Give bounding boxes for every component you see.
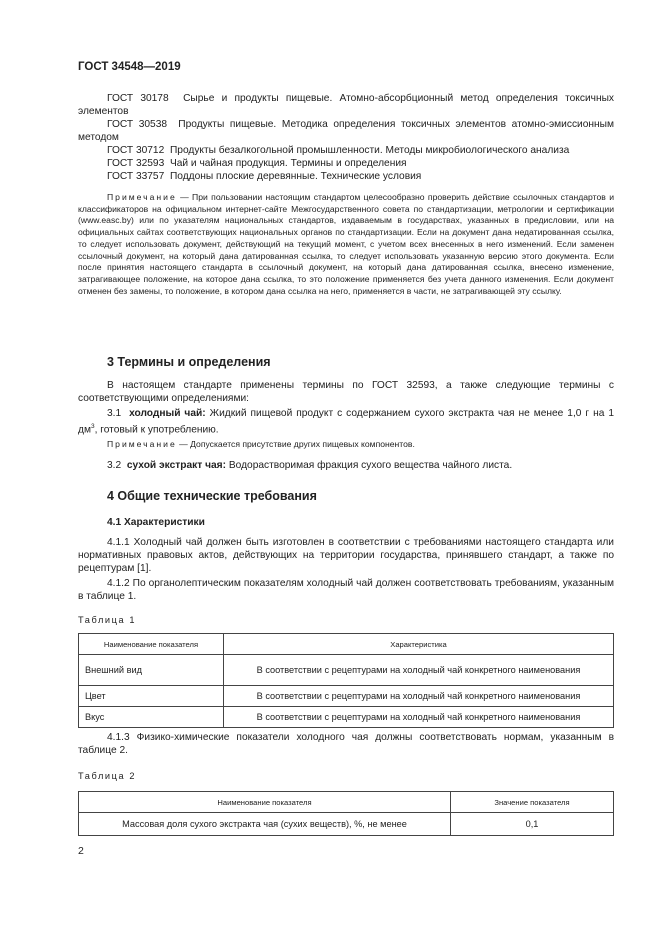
section-title: 3 Термины и определения: [107, 355, 271, 369]
ref-text: Поддоны плоские деревянные. Технические условия: [169, 171, 422, 182]
ref-text: Продукты безалкогольной промышленности. Методы микробиологического анализа: [169, 145, 570, 156]
term-text: Водорастворимая фракция сухого вещества чайного листа.: [228, 460, 513, 471]
paragraph: 4.1.2 По органолептическим показателям холодный чай должен соответствовать требованиям, указанным в таблице 1.: [78, 578, 614, 602]
ref-code: ГОСТ 30178: [107, 93, 169, 104]
note-text: — При пользовании настоящим стандартом целесообразно проверить действие ссылочных стандартов и классификаторов на официальном интернет-сайте Межгосударственного совета по стандартизации, метрологии и сертификации (www.easc.by) или по указателям национальных стандартов, издаваемым в государствах, указанных в предисловии, или на официальных сайтах соответствующих национальных органов по стандартизации. Если на документ дана недатированная ссылка, то следует использовать документ, действующий на текущий момент, с учетом всех внесенных в него изменений. Если заменен ссылочный документ, на который дана датированная ссылка, то следует использовать указанную версию этого документа. Если после принятия настоящего стандарта в ссылочный документ, на который дана датированная ссылка, внесено изменение, затрагивающее положение, на которое дана ссылка, то это положение применяется без учета данного изменения. Если документ отменен без замены, то положение, в котором дана ссылка на него, применяется в части, не затрагивающей эту ссылку.: [78, 192, 614, 296]
table-row: [79, 686, 614, 707]
note-label: Примечание: [107, 192, 177, 202]
table-caption: Таблица 1: [78, 615, 137, 625]
superscript: 3: [90, 423, 95, 430]
note-label: Примечание: [107, 439, 177, 449]
term-number: 3.1: [107, 408, 122, 419]
ref-code: ГОСТ 32593: [107, 158, 165, 169]
ref-item: [78, 144, 614, 157]
term-definition: [78, 407, 614, 436]
table-cell: Цвет: [79, 686, 224, 707]
column-header: Характеристика: [224, 634, 614, 655]
table-1: [78, 633, 614, 728]
table-header-row: [79, 792, 614, 813]
ref-text: Сырье и продукты пищевые. Атомно-абсорбционный метод определения токсичных элементов: [78, 93, 614, 117]
column-header: Значение показателя: [451, 792, 614, 813]
ref-text: Продукты пищевые. Методика определения токсичных элементов атомно-эмиссионным методом: [78, 119, 614, 143]
page-number: 2: [78, 845, 84, 857]
table-cell: 0,1: [451, 813, 614, 836]
table-cell: Массовая доля сухого экстракта чая (сухих веществ), %, не менее: [79, 813, 451, 836]
term-text: Жидкий пищевой продукт с содержанием сухого экстракта чая не менее 1,0 г на 1 дм: [78, 408, 614, 436]
table-2: [78, 791, 614, 836]
ref-item: [78, 92, 614, 118]
table-cell: В соответствии с рецептурами на холодный чай конкретного наименования: [224, 707, 614, 728]
table-row: [79, 707, 614, 728]
table-cell: В соответствии с рецептурами на холодный чай конкретного наименования: [224, 686, 614, 707]
ref-code: ГОСТ 30538: [107, 119, 168, 130]
ref-item: [78, 157, 614, 170]
document-header: ГОСТ 34548—2019: [78, 61, 181, 73]
section-intro: В настоящем стандарте применены термины по ГОСТ 32593, а также следующие термины с соответствующими определениями:: [78, 380, 614, 404]
column-header: Наименование показателя: [79, 634, 224, 655]
term-text: , готовый к употреблению.: [94, 424, 219, 436]
paragraph: 4.1.3 Физико-химические показатели холодного чая должны соответствовать нормам, указанным в таблице 2.: [78, 732, 614, 756]
ref-code: ГОСТ 30712: [107, 145, 165, 156]
note-paragraph: [78, 439, 614, 451]
note-paragraph: [78, 192, 614, 297]
term-definition: [78, 459, 614, 472]
table-row: [79, 655, 614, 686]
table-header-row: [79, 634, 614, 655]
table-row: [79, 813, 614, 836]
subsection-title: 4.1 Характеристики: [107, 517, 205, 528]
column-header: Наименование показателя: [79, 792, 451, 813]
ref-item: [78, 118, 614, 144]
table-cell: Внешний вид: [79, 655, 224, 686]
note-text: — Допускается присутствие других пищевых компонентов.: [179, 439, 415, 449]
term-number: 3.2: [107, 460, 122, 471]
table-caption: Таблица 2: [78, 771, 137, 781]
table-cell: Вкус: [79, 707, 224, 728]
paragraph: 4.1.1 Холодный чай должен быть изготовлен в соответствии с требованиями настоящего стандарта или нормативных правовых актов, действующих на территории государства, принявшего стандарт, а также по рецептурам [1].: [78, 537, 614, 574]
term-name: сухой экстракт чая:: [126, 460, 226, 471]
table-cell: В соответствии с рецептурами на холодный чай конкретного наименования: [224, 655, 614, 686]
ref-text: Чай и чайная продукция. Термины и определения: [169, 158, 407, 169]
ref-code: ГОСТ 33757: [107, 171, 165, 182]
section-title: 4 Общие технические требования: [107, 489, 317, 503]
term-name: холодный чай:: [129, 408, 206, 419]
ref-item: [78, 170, 614, 183]
